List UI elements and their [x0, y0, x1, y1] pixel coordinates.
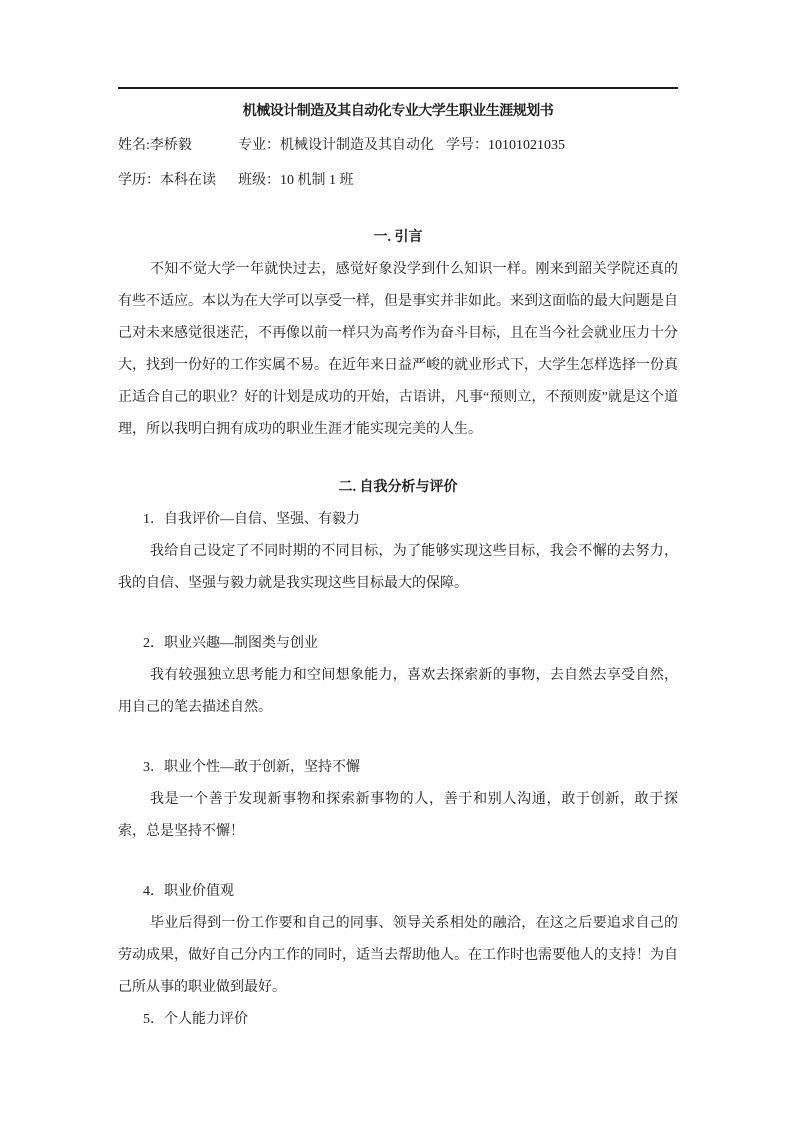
item-3-body: 我是一个善于发现新事物和探索新事物的人，善于和别人沟通，敢于创新，敢于探索，总是坚持不懈！ — [118, 792, 678, 839]
analysis-item-2 — [118, 628, 678, 724]
student-id-value: 10101021035 — [488, 138, 565, 153]
item-4-body: 毕业后得到一份工作要和自己的同事、领导关系相处的融洽，在这之后要追求自己的劳动成果，做好自己分内工作的同时，适当去帮助他人。在工作时也需要他人的支持！为自己所从事的职业做到最好。 — [118, 916, 678, 995]
analysis-item-1 — [118, 504, 678, 600]
education-label: 学历： — [118, 173, 160, 188]
item-4-title: 4．职业价值观 — [143, 884, 234, 899]
section-heading-intro: 一. 引言 — [373, 230, 423, 245]
meta-row-1 — [118, 128, 678, 163]
item-1-title: 1．自我评价—自信、坚强、有毅力 — [143, 512, 360, 527]
item-2-title: 2．职业兴趣—制图类与创业 — [143, 636, 318, 651]
name-field — [118, 128, 238, 163]
class-value: 10 机制 1 班 — [280, 173, 354, 188]
student-id-field — [446, 128, 565, 163]
header-rule — [118, 87, 678, 89]
item-2-body: 我有较强独立思考能力和空间想象能力，喜欢去探索新的事物，去自然去享受自然，用自己的笔去描述自然。 — [118, 668, 678, 715]
intro-paragraph: 不知不觉大学一年就快过去，感觉好象没学到什么知识一样。刚来到韶关学院还真的有些不适应。本以为在大学可以享受一样，但是事实并非如此。来到这面临的最大问题是自己对未来感觉很迷茫，不再像以前一样只为高考作为奋斗目标，且在当今社会就业压力十分大，找到一份好的工作实属不易。在近年来日益严峻的就业形式下，大学生怎样选择一份真正适合自己的职业？好的计划是成功的开始，古语讲，凡事“预则立，不预则废”就是这个道理，所以我明白拥有成功的职业生涯才能实现完美的人生。 — [118, 262, 678, 437]
item-5-title: 5．个人能力评价 — [143, 1012, 248, 1027]
analysis-item-4 — [118, 876, 678, 1004]
item-1-body: 我给自己设定了不同时期的不同目标，为了能够实现这些目标，我会不懈的去努力，我的自信、坚强与毅力就是我实现这些目标最大的保障。 — [118, 544, 678, 591]
meta-row-2 — [118, 163, 678, 198]
item-3-title: 3．职业个性—敢于创新，坚持不懈 — [143, 760, 360, 775]
section-heading-self-analysis: 二. 自我分析与评价 — [338, 480, 458, 495]
education-field — [118, 163, 238, 198]
class-field — [238, 163, 354, 198]
student-id-label: 学号： — [446, 138, 488, 153]
major-label: 专业： — [238, 138, 280, 153]
major-value: 机械设计制造及其自动化 — [280, 138, 434, 153]
class-label: 班级： — [238, 173, 280, 188]
education-value: 本科在读 — [160, 173, 216, 188]
analysis-item-3 — [118, 752, 678, 848]
major-field — [238, 128, 446, 163]
analysis-item-5 — [118, 1004, 678, 1036]
name-value: 李桥毅 — [149, 138, 192, 153]
document-title: 机械设计制造及其自动化专业大学生职业生涯规划书 — [242, 104, 554, 119]
name-label: 姓名: — [118, 138, 150, 153]
